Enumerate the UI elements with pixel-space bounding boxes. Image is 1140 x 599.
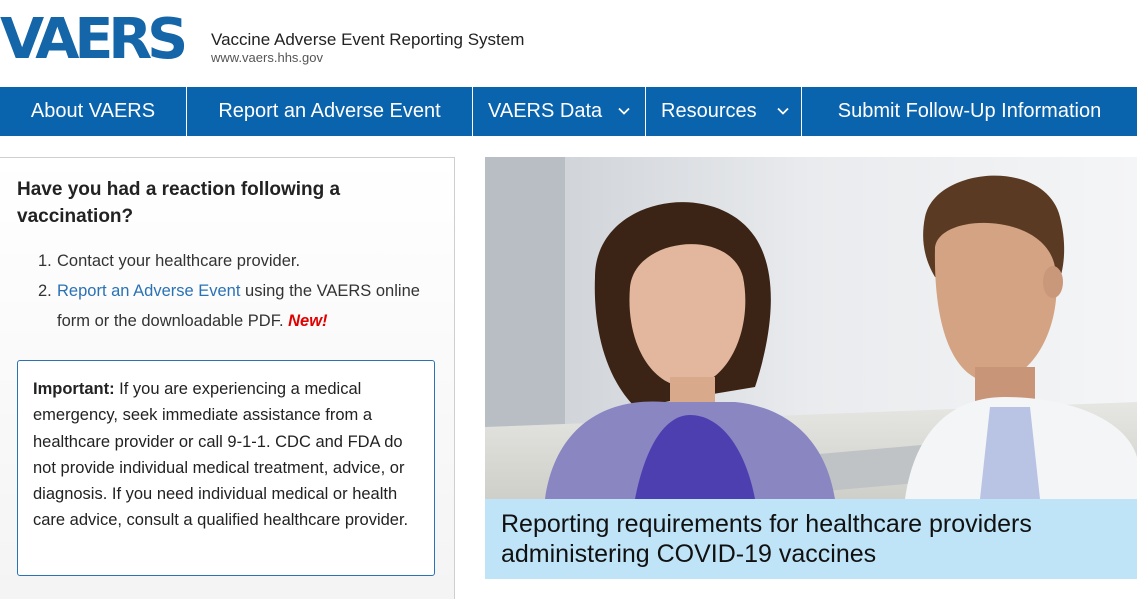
steps-list <box>38 246 448 336</box>
report-adverse-event-link[interactable]: Report an Adverse Event <box>57 282 241 300</box>
vaers-logo[interactable]: VAERS <box>0 7 184 72</box>
site-url: www.vaers.hhs.gov <box>211 50 323 65</box>
important-text: If you are experiencing a medical emergency, seek immediate assistance from a healthcare provider or call 9-1-1. CDC and FDA do not provide individual medical treatment, advice, or diagnosis. If you need individual medical or health care advice, consult a qualified healthcare provider. <box>33 380 409 530</box>
hero-image[interactable] <box>485 157 1137 499</box>
nav-report-adverse-event[interactable] <box>187 87 473 136</box>
step-number: 2. <box>38 282 52 300</box>
step-number: 1. <box>38 252 52 270</box>
main-nav <box>0 87 1137 136</box>
nav-about-vaers[interactable] <box>0 87 187 136</box>
important-label: Important: <box>33 380 115 398</box>
step-text: Contact your healthcare provider. <box>57 252 301 270</box>
nav-vaers-data[interactable] <box>473 87 646 136</box>
list-item <box>38 276 448 336</box>
site-header <box>0 0 1140 87</box>
step-text: using the VAERS online form or the downloadable PDF. <box>57 282 420 330</box>
nav-about-vaers-label: About VAERS <box>30 100 156 122</box>
important-notice <box>17 360 435 576</box>
chevron-down-icon <box>776 104 790 118</box>
nav-report-adverse-event-label: Report an Adverse Event <box>218 100 441 122</box>
nav-resources-label: Resources <box>661 100 757 122</box>
hero-caption-link[interactable]: Reporting requirements for healthcare providers administering COVID-19 vaccines <box>485 499 1137 579</box>
new-badge: New! <box>288 312 328 330</box>
chevron-down-icon <box>617 104 631 118</box>
reaction-panel <box>0 157 455 599</box>
nav-submit-follow-up[interactable] <box>802 87 1137 136</box>
nav-resources[interactable] <box>646 87 802 136</box>
list-item <box>38 246 448 276</box>
nav-submit-follow-up-label: Submit Follow-Up Information <box>837 100 1102 122</box>
panel-heading: Have you had a reaction following a vaccination? <box>17 179 341 227</box>
hero-photo-illustration <box>485 157 1137 499</box>
nav-vaers-data-label: VAERS Data <box>488 100 603 122</box>
site-title: Vaccine Adverse Event Reporting System <box>211 30 525 49</box>
